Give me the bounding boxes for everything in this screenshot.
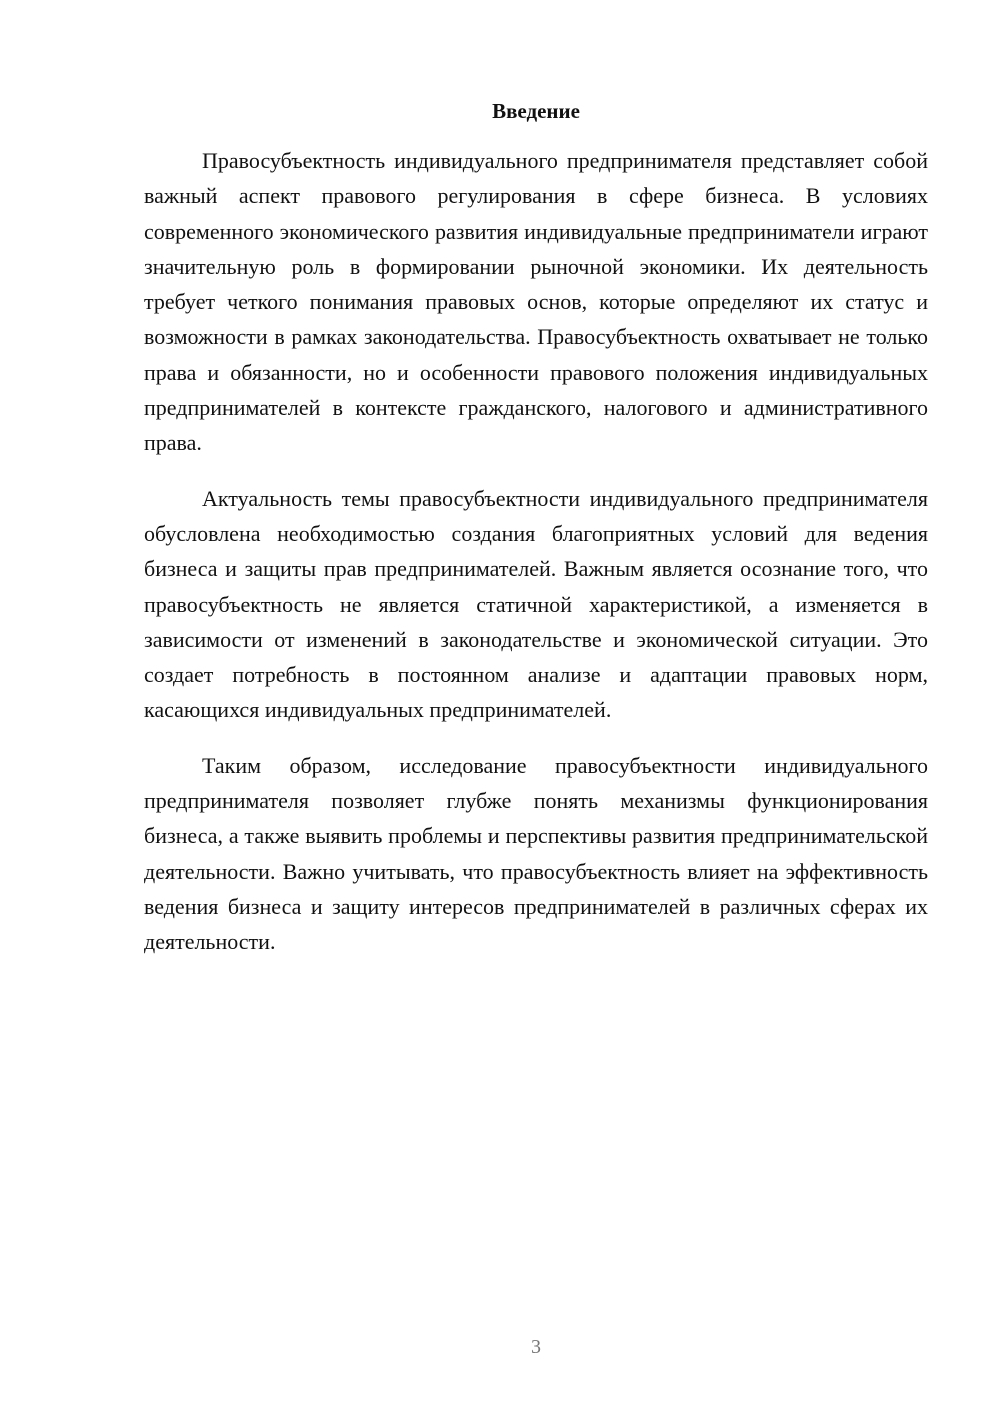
- paragraph: Таким образом, исследование правосубъектности индивидуального предпринимателя позволяет глубже понять механизмы функционирования бизнеса, а также выявить проблемы и перспективы развития предпринимательской деятельности. Важно учитывать, что правосубъектность влияет на эффективность ведения бизнеса и защиту интересов предпринимателей в различных сферах их деятельности.: [144, 752, 928, 955]
- section-title: Введение: [492, 99, 580, 123]
- paragraph: Актуальность темы правосубъектности индивидуального предпринимателя обусловлена необходимостью создания благоприятных условий для ведения бизнеса и защиты прав предпринимателей. Важным является осознание того, что правосубъектность не является статичной характеристикой, а изменяется в зависимости от изменений в законодательстве и экономической ситуации. Это создает потребность в постоянном анализе и адаптации правовых норм, касающихся индивидуальных предпринимателей.: [144, 485, 928, 723]
- paragraph: Правосубъектность индивидуального предпринимателя представляет собой важный аспект правового регулирования в сфере бизнеса. В условиях современного экономического развития индивидуальные предприниматели играют значительную роль в формировании рыночной экономики. Их деятельность требует четкого понимания правовых основ, которые определяют их статус и возможности в рамках законодательства. Правосубъектность охватывает не только права и обязанности, но и особенности правового положения индивидуальных предпринимателей в контексте гражданского, налогового и административного права.: [144, 148, 928, 456]
- document-body: [144, 143, 928, 980]
- page-number: 3: [531, 1336, 541, 1358]
